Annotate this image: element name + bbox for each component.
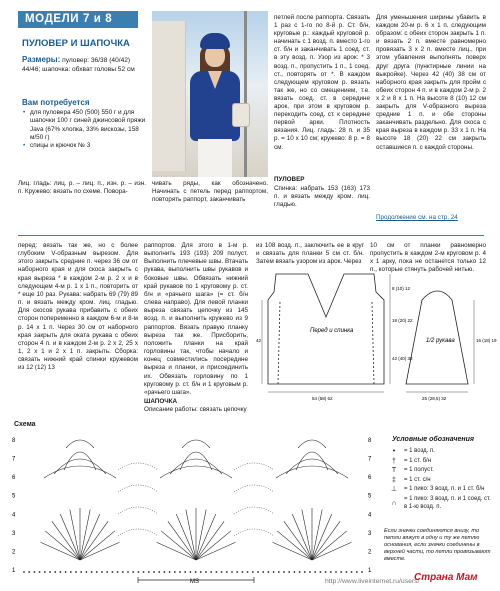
chain-dot <box>304 571 306 573</box>
row-number: 5 <box>368 493 372 500</box>
legend-symbol: † <box>392 457 396 465</box>
row-number: 4 <box>12 512 16 519</box>
fan-motif <box>157 440 236 560</box>
intro-text-mid: чивать ряды, как обозначено. Начинать с петель перед раппортом, повторять раппорт, заканчивать <box>152 180 268 204</box>
legend-symbol: • <box>392 448 396 455</box>
chain-dot <box>210 571 212 573</box>
chain-dot <box>257 571 259 573</box>
chain-dot <box>164 571 166 573</box>
legend-text: = 1 пико: 3 возд. п. и 1 ст. б/н <box>404 486 485 493</box>
row-number: 3 <box>12 530 16 537</box>
chain-arch <box>118 529 158 536</box>
fan-motif <box>273 440 352 560</box>
hat-text: Описание работы: связать цепочку <box>144 406 247 413</box>
row-number: 2 <box>368 549 372 556</box>
dim-label: 54 (58) 62 <box>312 396 333 401</box>
dim-label: 18 (20) 22 <box>392 318 413 323</box>
chain-dot <box>346 571 348 573</box>
chain-dot <box>28 571 30 573</box>
chain-dot <box>184 571 186 573</box>
chain-dot <box>335 571 337 573</box>
chain-dot <box>65 571 67 573</box>
dim-label: 42 <box>256 338 262 343</box>
continuation-note: Продолжение см. на стр. 24 <box>376 214 458 221</box>
fan-motif <box>41 440 120 560</box>
watermark-url: http://www.liveinternet.ru/users/ <box>325 578 420 585</box>
chain-dot <box>112 571 114 573</box>
legend-row <box>384 448 494 456</box>
legend-row <box>384 458 494 466</box>
watermark-logo: Страна Мам <box>414 572 478 583</box>
chain-dot <box>294 571 296 573</box>
rapport-label: MS <box>190 579 199 585</box>
chain-dot <box>288 571 290 573</box>
chain-dot <box>80 571 82 573</box>
front-label: Перед и спинка <box>310 328 354 334</box>
chain-dot <box>273 571 275 573</box>
chain-dot <box>314 571 316 573</box>
dim-label: 8 (10) 12 <box>392 286 411 291</box>
chain-dot <box>309 571 311 573</box>
intro-text-col2: петлей после раппорта. Связать 1 раз с 1-го по 8-й р. Ст. б/н, круговые р.: каждый круговой р. начинать с 1 возд. п. вместо 1-го ст. б/н и заканчивать 1 соед. ст. в эту возд. п. Узор из арок: * 3 возд. п., пропустить 1 п., 1 соед. ст., повторять от *. В каждом следующем круговом р. вязать так же, но со смещением, т.е. вязать соед. ст. в середине арок, при этом в круговом р. перекодить соед. ст. к середине первой арки. Плотность вязания. Лиц. гладь: 28 п. и 35 р. = 10 х 10 см; кружево: 8 р. = 8 см. <box>274 14 370 151</box>
chart-title: Схема <box>14 421 36 428</box>
chain-arch <box>118 485 158 492</box>
chain-dot <box>278 571 280 573</box>
chain-dot <box>221 571 223 573</box>
legend-symbol: ∩ <box>391 499 397 507</box>
legend-symbol: T <box>391 467 397 475</box>
hat-heading: ШАПОЧКА <box>144 398 178 405</box>
chain-dot <box>127 571 129 573</box>
dim-label: 25 (28,5) 32 <box>422 396 447 401</box>
row-number: 4 <box>368 512 372 519</box>
chain-dot <box>70 571 72 573</box>
chain-dot <box>54 571 56 573</box>
chain-dot <box>132 571 134 573</box>
legend-text: = 1 ст. с/н <box>404 476 431 483</box>
model-label: МОДЕЛИ 7 и 8 <box>18 11 138 28</box>
chain-dot <box>252 571 254 573</box>
dim-label: 42 (40) 38 <box>392 356 413 361</box>
crochet-chart <box>10 428 372 586</box>
chain-dot <box>117 571 119 573</box>
dim-label: 16 (18) 19 <box>476 338 497 343</box>
chain-dot <box>148 571 150 573</box>
materials-item: • для пуловера 450 (500) 550 г и для шапочки 100 г синей джинсовой пряжи Java (67% хлопка, 33% вискозы, 158 м/50 г) <box>22 109 146 142</box>
body-col1: перед: вязать так же, но с более глубоким V-образным вырезом. Для этого закрыть средние п. через 36 см от наборного края и для скоса закрыть с края выреза * в каждом 2-м р. 2 х и в следующем 4-м р. 1 х 1 п., повторить от * еще 10 раз. Рукава: набрать 69 (79) 89 п. и вязать между кром. лиц. гладью. Для скосов рукава прибавить с обеих сторон попеременно в каждом 6-м и 8-м р. 14 х 1 п. Через 30 см от наборного края закрыть для оката рукава с обеих сторон 4 п. и в каждом 2-м р. 2 х 2, 25 х 1, 2 х 1 и 2 х 1 п. закрыть. Сборка: связать нижний край спинки кружевом из 12 (12) 13 <box>18 242 138 372</box>
chain-dot <box>23 571 25 573</box>
chain-dot <box>174 571 176 573</box>
chain-dot <box>340 571 342 573</box>
legend-title: Условные обозначения <box>392 436 475 443</box>
model-photo <box>152 11 268 177</box>
chain-dot <box>351 571 353 573</box>
row-number: 1 <box>12 568 16 574</box>
chain-dot <box>262 571 264 573</box>
sizes-block <box>22 56 146 74</box>
chain-dot <box>242 571 244 573</box>
row-number: 7 <box>368 456 372 463</box>
row-number: 3 <box>368 530 372 537</box>
chain-dot <box>49 571 51 573</box>
chain-dot <box>330 571 332 573</box>
row-number: 1 <box>368 568 372 574</box>
legend-row <box>384 477 494 485</box>
legend-row <box>384 467 494 475</box>
chain-dot <box>226 571 228 573</box>
legend-text: = 1 пико: 3 возд. п. и 1 соед. ст. в 1-ю возд. п. <box>404 495 491 510</box>
chain-dot <box>75 571 77 573</box>
intro-text-left: Лиц. гладь: лиц. р. – лиц. п., изн. р. – изн. п. Кружево: вязать по схеме. Повора- <box>18 180 146 196</box>
sizes-label: Размеры: <box>22 55 61 64</box>
row-number: 6 <box>368 475 372 482</box>
legend-note: Если значки соединяются внизу, то петли вяжут в одну и ту же петлю основания, если значки соединены в верхней части, то петли провязывают вместе. <box>384 528 491 563</box>
chain-dot <box>325 571 327 573</box>
legend-text: = 1 полуст. <box>404 467 434 474</box>
chain-dot <box>143 571 145 573</box>
chain-dot <box>34 571 36 573</box>
chain-arch <box>118 507 158 514</box>
chain-dot <box>268 571 270 573</box>
chain-dot <box>122 571 124 573</box>
row-number: 7 <box>12 456 16 463</box>
pullover-heading: ПУЛОВЕР <box>274 176 305 183</box>
chain-dot <box>91 571 93 573</box>
row-number: 6 <box>12 475 16 482</box>
chain-dot <box>205 571 207 573</box>
section-divider <box>18 235 484 236</box>
materials-heading: Вам потребуется <box>22 98 90 107</box>
chain-dot <box>96 571 98 573</box>
chain-dot <box>106 571 108 573</box>
chain-dot <box>299 571 301 573</box>
chain-dot <box>195 571 197 573</box>
legend-text: = 1 ст. б/н <box>404 457 432 464</box>
chain-dot <box>190 571 192 573</box>
chain-arch <box>234 507 274 514</box>
chain-dot <box>236 571 238 573</box>
chain-dot <box>283 571 285 573</box>
chain-dot <box>169 571 171 573</box>
materials-list <box>22 109 146 150</box>
chain-dot <box>158 571 160 573</box>
chain-arch <box>118 463 158 470</box>
pullover-text: Спинка: набрать 153 (163) 173 п. и вязать между кром. лиц. гладью. <box>274 185 370 209</box>
chain-dot <box>101 571 103 573</box>
legend-row <box>384 496 494 511</box>
chain-dot <box>320 571 322 573</box>
chain-dot <box>356 571 358 573</box>
body-col3: из 108 возд. п., заключить ее в круг и связать для планки 5 см ст. б/н. Затем вязать узором из арок. Через <box>256 242 364 266</box>
legend-symbol: ⊥ <box>390 486 398 494</box>
chain-dot <box>247 571 249 573</box>
chain-dot <box>39 571 41 573</box>
sizes-text: пуловер: 36/38 (40/42) 44/46; шапочка: обхват головы 52 см <box>22 57 135 73</box>
materials-item: • спицы и крючок № 3 <box>22 142 146 150</box>
row-number: 8 <box>368 438 372 444</box>
chain-dot <box>361 571 363 573</box>
legend <box>384 448 494 513</box>
chain-dot <box>44 571 46 573</box>
intro-text-col3: Для уменьшения ширины убавить в каждом 20-м р. 6 х 1 п. следующим образом: с обеих сторон закрыть 1 п. и вязать 2 п. вместе равномерно провязать 3 х 2 п. вместе лиц., при этом убавления выполнять поверх друг друга (пунктирные линии на выкройке). Через 42 (40) 38 см от наборного края закрыть для пройм с обеих сторон 4 п. и в каждом 2-м р. 2 х 2 и 8 х 1 п. На высоте 8 (10) 12 см закрыть для V-образного выреза средние 1 п. и обе стороны заканчивать раздельно. Для скоса с края выреза в каждом р. 33 х 1 п. На высоте 18 (20) 22 см закрыть оставшиеся п. с каждой стороны. <box>376 14 486 151</box>
legend-symbol: ‡ <box>392 476 396 484</box>
chain-dot <box>179 571 181 573</box>
legend-text: = 1 возд. п. <box>404 448 435 454</box>
chain-dot <box>60 571 62 573</box>
chain-dot <box>153 571 155 573</box>
row-number: 8 <box>12 438 16 444</box>
legend-row <box>384 486 494 494</box>
sleeve-label: 1/2 рукава <box>426 338 455 344</box>
row-number: 5 <box>12 493 16 500</box>
chain-dot <box>231 571 233 573</box>
chain-dot <box>138 571 140 573</box>
page-title: ПУЛОВЕР И ШАПОЧКА <box>22 38 130 49</box>
chain-dot <box>86 571 88 573</box>
chain-dot <box>216 571 218 573</box>
chain-arch <box>234 485 274 492</box>
chain-dot <box>200 571 202 573</box>
garment-pattern <box>256 262 497 402</box>
chain-arch <box>234 529 274 536</box>
body-col2: раппортов. Для этого в 1-м р. выполнить 193 (193) 209 полуст. Выполнить плечевые швы. Втачать рукава, выполнить швы рукавов и боковые швы. Обвязать нижний край рукавов по 1 круговому р. ст. б/н и «рачьего шага» (= ст. б/н слева направо). Для левой планки выреза связать цепочку из 145 возд. п. и выполнить кружево из 9 раппортов. Вязать правую планку выреза так же. Присборить, положить планки на край горловины так, чтобы начало и конец совместились посередине выреза и планки, и присоединить их. Обвязать горловину по 1 круговому р. ст. б/н и 1 круговым р. «рачьего шага». <box>144 242 248 396</box>
body-col4: 10 см от планки равномерно пропустить в каждом 2-м круговом р. 4 х 1 арку, пока не останется только 12 п., которые стянуть рабочей нитью. <box>370 242 486 274</box>
row-number: 2 <box>12 549 16 556</box>
chain-arch <box>234 463 274 470</box>
